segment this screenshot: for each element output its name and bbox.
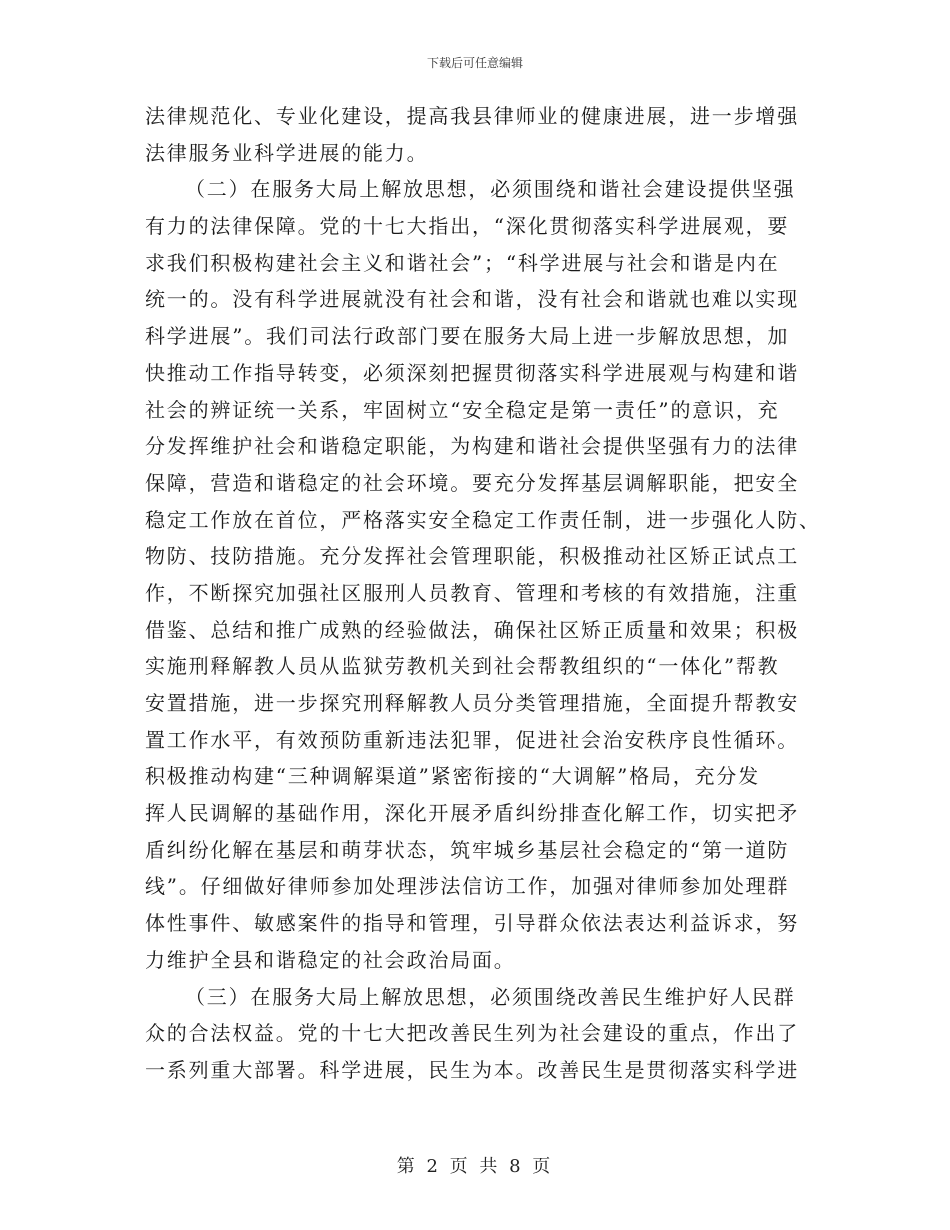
page-header: 下载后可任意编辑 <box>426 56 523 70</box>
text-line: 统一的。没有科学进展就没有社会和谐，没有社会和谐就也难以实现 <box>145 287 799 312</box>
text-line: 快推动工作指导转变，必须深刻把握贯彻落实科学进展观与构建和谐 <box>145 360 799 385</box>
text-line: 一系列重大部署。科学进展，民生为本。改善民生是贯彻落实科学进 <box>145 1057 799 1082</box>
text-line: 挥人民调解的基础作用，深化开展矛盾纠纷排查化解工作，切实把矛 <box>145 801 799 826</box>
paragraph-start-line: （二）在服务大局上解放思想，必须围绕和谐社会建设提供坚强 <box>185 177 796 202</box>
text-line: 体性事件、敏感案件的指导和管理，引导群众依法表达利益诉求，努 <box>145 911 799 936</box>
text-line: 法律规范化、专业化建设，提高我县律师业的健康进展，进一步增强 <box>145 104 799 128</box>
text-line: 盾纠纷化解在基层和萌芽状态，筑牢城乡基层社会稳定的“第一道防 <box>145 837 790 862</box>
text-line: 借鉴、总结和推广成熟的经验做法，确保社区矫正质量和效果；积极 <box>145 617 799 642</box>
text-line: 社会的辨证统一关系，牢固树立“安全稳定是第一责任”的意识，充 <box>145 397 780 422</box>
text-line: 保障，营造和谐稳定的社会环境。要充分发挥基层调解职能，把安全 <box>145 470 799 495</box>
text-line: 物防、技防措施。充分发挥社会管理职能，积极推动社区矫正试点工 <box>145 544 799 569</box>
text-line: 作，不断探究加强社区服刑人员教育、管理和考核的有效措施，注重 <box>145 580 799 605</box>
text-line: 稳定工作放在首位，严格落实安全稳定工作责任制，进一步强化人防、 <box>145 507 821 532</box>
text-line: 积极推动构建“三种调解渠道”紧密衔接的“大调解”格局，充分发 <box>145 764 760 789</box>
text-line: 线”。仔细做好律师参加处理涉法信访工作，加强对律师参加处理群 <box>145 874 790 899</box>
text-line: 置工作水平，有效预防重新违法犯罪，促进社会治安秩序良性循环。 <box>145 727 799 752</box>
text-line: 求我们积极构建社会主义和谐社会”；“科学进展与社会和谐是内在 <box>145 250 780 275</box>
page-number-footer: 第 2 页 共 8 页 <box>396 1156 554 1177</box>
text-line: 实施刑释解教人员从监狱劳教机关到社会帮教组织的“一体化”帮教 <box>145 654 780 679</box>
text-line: 分发挥维护社会和谐稳定职能，为构建和谐社会提供坚强有力的法律 <box>145 434 799 459</box>
text-line: 法律服务业科学进展的能力。 <box>145 140 429 165</box>
text-line: 众的合法权益。党的十七大把改善民生列为社会建设的重点，作出了 <box>145 1021 799 1046</box>
text-line: 安置措施，进一步探究刑释解教人员分类管理措施，全面提升帮教安 <box>145 691 799 715</box>
text-line: 科学进展”。我们司法行政部门要在服务大局上进一步解放思想，加 <box>145 324 790 349</box>
paragraph-start-line: （三）在服务大局上解放思想，必须围绕改善民生维护好人民群 <box>185 984 796 1009</box>
text-line: 有力的法律保障。党的十七大指出，“深化贯彻落实科学进展观，要 <box>145 214 790 239</box>
document-body <box>145 98 821 1089</box>
text-line: 力维护全县和谐稳定的社会政治局面。 <box>145 947 516 972</box>
